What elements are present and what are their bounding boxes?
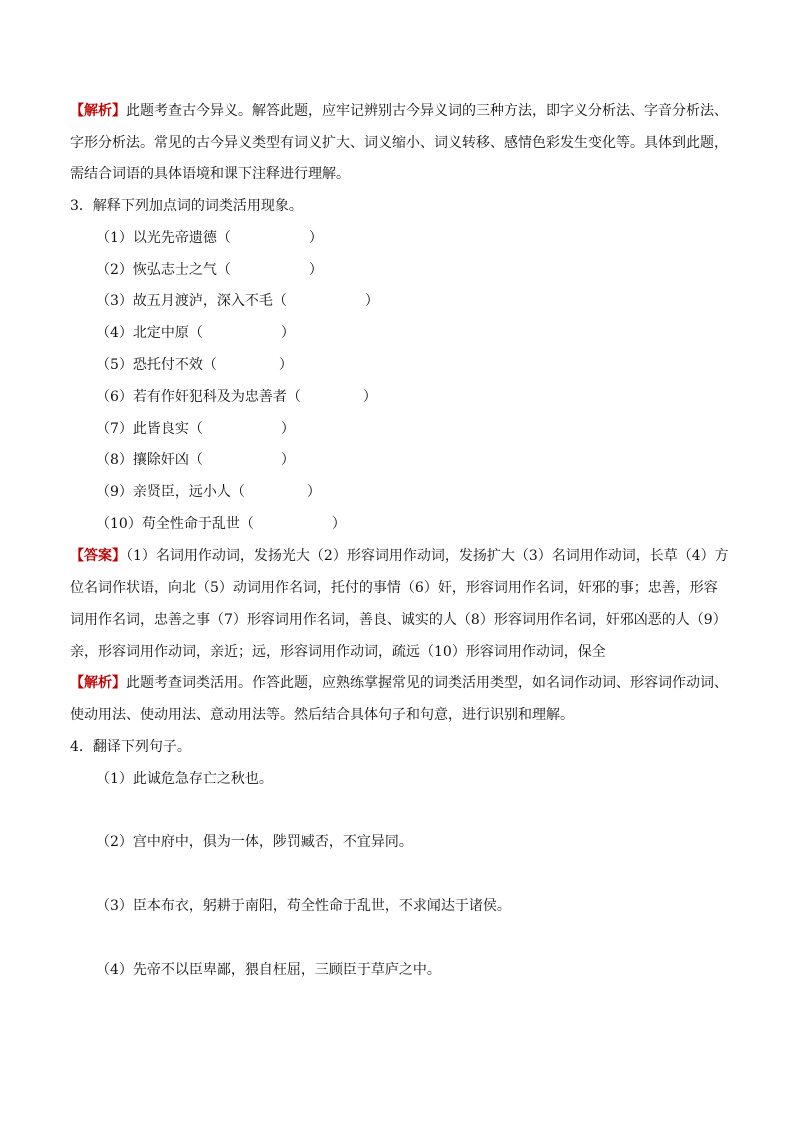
question-3-item: （10）苟全性命于乱世（ ）: [96, 516, 346, 532]
analysis-3-line-1: [70, 673, 728, 693]
question-4-title: 4．翻译下列句子。: [70, 739, 191, 755]
answer-tag: 【答案】: [70, 548, 126, 564]
answer-3-line-3: 词用作名词，忠善之事（7）形容词用作名词，善良、诚实的人（8）形容词用作名词，奸邪凶恶的人（9）: [70, 612, 727, 628]
answer-3-line-2: 位名词作状语，向北（5）动词用作名词，托付的事情（6）奸，形容词用作名词，奸邪的事；忠善，形容: [70, 580, 718, 596]
analysis-tag: 【解析】: [70, 675, 126, 691]
analysis-3-line-2: 使动用法、使动用法、意动用法等。然后结合具体句子和句意，进行识别和理解。: [70, 707, 574, 723]
analysis-1-line-2: 字形分析法。常见的古今异义类型有词义扩大、词义缩小、词义转移、感情色彩发生变化等。具体到此题，: [70, 135, 728, 151]
analysis-1-line-3: 需结合词语的具体语境和课下注释进行理解。: [70, 166, 350, 182]
analysis-text: 此题考查词类活用。作答此题，应熟练掌握常见的词类活用类型，如名词作动词、形容词作动词、: [126, 675, 728, 691]
question-3-title: 3．解释下列加点词的词类活用现象。: [70, 198, 303, 214]
question-4-item: （4）先帝不以臣卑鄙，猥自枉屈，三顾臣于草庐之中。: [96, 962, 441, 978]
answer-3-line-1: [70, 546, 729, 566]
question-3-item: （8）攘除奸凶（ ）: [96, 452, 295, 468]
answer-3-line-4: 亲，形容词用作动词，亲近；远，形容词用作动词，疏远（10）形容词用作动词，保全: [70, 644, 606, 660]
question-3-item: （5）恐托付不效（ ）: [96, 357, 293, 373]
question-3-item: （4）北定中原（ ）: [96, 325, 295, 341]
question-4-item: （2）宫中府中，俱为一体，陟罚臧否，不宜异同。: [96, 834, 413, 850]
question-3-item: （9）亲贤臣，远小人（ ）: [96, 484, 321, 500]
question-3-item: （2）恢弘志士之气（ ）: [96, 262, 323, 278]
analysis-text: 此题考查古今异义。解答此题，应牢记辨别古今异义词的三种方法，即字义分析法、字音分析法、: [126, 103, 728, 119]
question-3-item: （1）以光先帝遗德（ ）: [96, 230, 323, 246]
question-3-item: （6）若有作奸犯科及为忠善者（ ）: [96, 389, 377, 405]
question-4-item: （1）此诚危急存亡之秋也。: [96, 771, 273, 787]
analysis-tag: 【解析】: [70, 103, 126, 119]
question-3-item: （7）此皆良实（ ）: [96, 421, 295, 437]
question-3-item: （3）故五月渡泸，深入不毛（ ）: [96, 293, 379, 309]
analysis-1-line-1: [70, 101, 728, 121]
answer-text: （1）名词用作动词，发扬光大（2）形容词用作动词，发扬扩大（3）名词用作动词，长草（4）方: [126, 548, 729, 564]
question-4-item: （3）臣本布衣，躬耕于南阳，苟全性命于乱世，不求闻达于诸侯。: [96, 898, 511, 914]
